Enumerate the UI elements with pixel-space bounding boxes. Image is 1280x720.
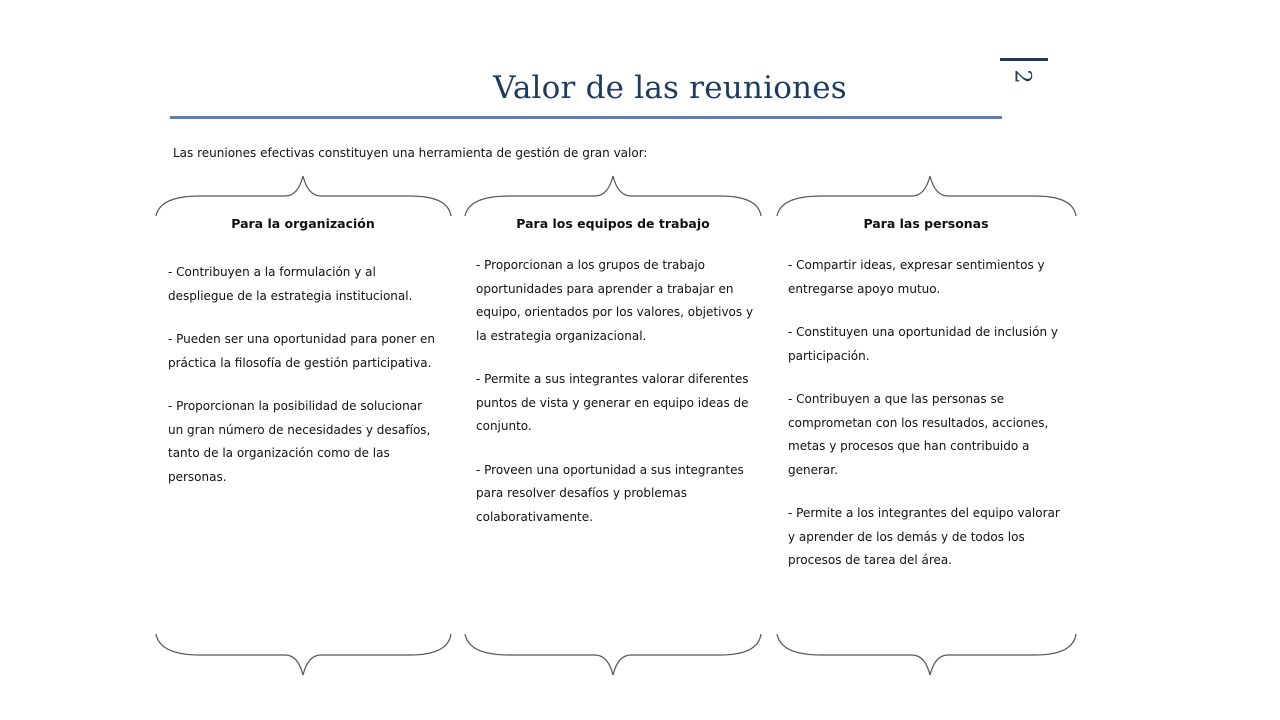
list-item: - Permite a sus integrantes valorar diferentes puntos de vista y generar en equipo ideas de conjunto. [476, 372, 749, 433]
page-number: 2 [1009, 69, 1035, 84]
column-heading-equipos: Para los equipos de trabajo [516, 216, 710, 231]
bottom-brace-right [777, 634, 1076, 675]
column-heading-organizacion: Para la organización [231, 216, 375, 231]
column-heading-personas: Para las personas [863, 216, 989, 231]
list-item: - Contribuyen a la formulación y al despliegue de la estrategia institucional. [168, 265, 413, 303]
list-item: - Pueden ser una oportunidad para poner en práctica la filosofía de gestión participativa. [168, 332, 435, 370]
bottom-brace-left [156, 634, 451, 675]
column-personas [788, 254, 1063, 593]
list-item: - Permite a los integrantes del equipo valorar y aprender de los demás y de todos los procesos de tarea del área. [788, 506, 1060, 567]
column-organizacion [168, 261, 438, 509]
list-item: - Compartir ideas, expresar sentimientos y entregarse apoyo mutuo. [788, 258, 1045, 296]
list-item: - Proporcionan la posibilidad de solucionar un gran número de necesidades y desafíos, tanto de la organización como de las personas. [168, 399, 431, 484]
slide-title: Valor de las reuniones [493, 70, 847, 106]
list-item: - Proveen una oportunidad a sus integrantes para resolver desafíos y problemas colaborativamente. [476, 462, 744, 524]
list-item: - Constituyen una oportunidad de inclusión y participación. [788, 325, 1058, 363]
top-brace-middle [465, 176, 761, 216]
intro-text: Las reuniones efectivas constituyen una herramienta de gestión de gran valor: [173, 146, 648, 160]
list-item: - Proporcionan a los grupos de trabajo oportunidades para aprender a trabajar en equipo, orientados por los valores, objetivos y la estrategia organizacional. [476, 258, 754, 343]
column-equipos [476, 254, 756, 549]
list-item: - Contribuyen a que las personas se comprometan con los resultados, acciones, metas y procesos que han contribuido a generar. [788, 392, 1049, 477]
top-brace-left [156, 176, 451, 216]
bottom-brace-middle [465, 634, 761, 675]
top-brace-right [777, 176, 1076, 216]
